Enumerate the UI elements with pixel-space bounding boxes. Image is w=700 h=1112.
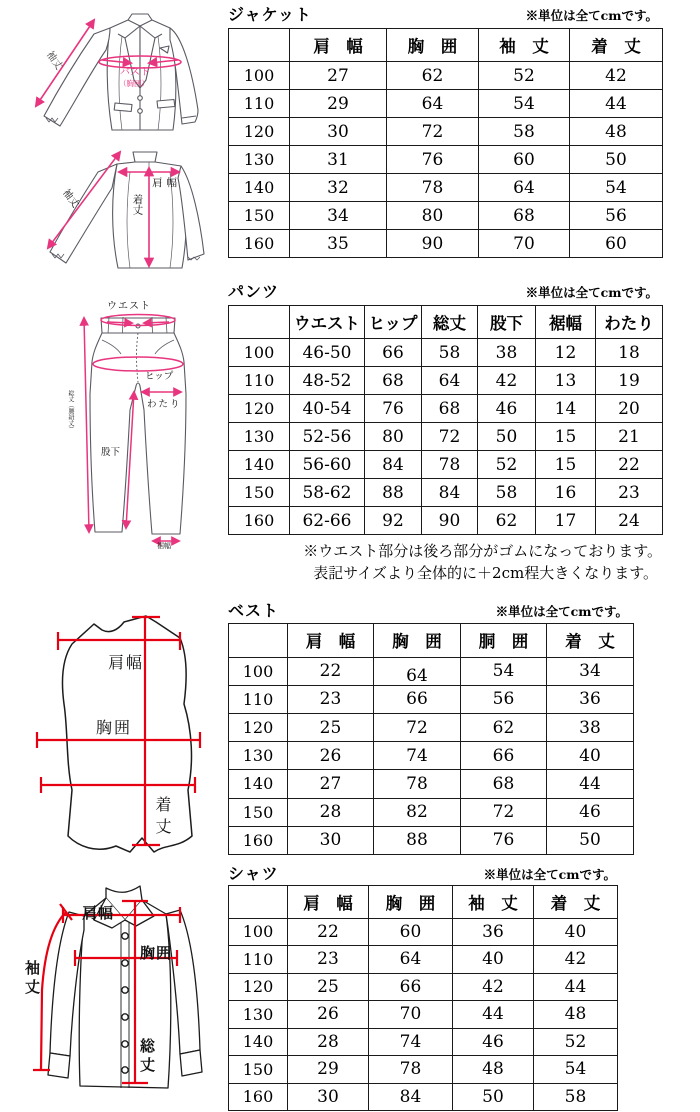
pants-illustration xyxy=(55,298,220,550)
value-cell: 40 xyxy=(547,742,634,770)
shirt-shoulder-label: 肩幅 xyxy=(82,904,115,922)
jacket-front-illustration xyxy=(30,6,220,138)
table-row xyxy=(229,202,663,230)
value-cell: 52 xyxy=(479,62,570,90)
value-cell: 23 xyxy=(288,946,369,973)
size-cell: 110 xyxy=(229,367,290,395)
value-cell: 19 xyxy=(596,367,663,395)
value-cell: 52-56 xyxy=(290,423,365,451)
pants-total-length-label: 総丈（腰紐丈） xyxy=(67,390,74,432)
value-cell: 48 xyxy=(453,1056,534,1083)
value-cell: 42 xyxy=(534,946,618,973)
value-cell: 14 xyxy=(536,395,596,423)
value-cell: 36 xyxy=(453,918,534,945)
column-header: 胸 囲 xyxy=(369,886,453,919)
value-cell: 62 xyxy=(461,713,547,741)
value-cell: 31 xyxy=(290,146,387,174)
jacket-back-drawing xyxy=(30,142,220,274)
table-row xyxy=(229,90,663,118)
jacket-back-illustration xyxy=(30,142,220,274)
column-header xyxy=(229,624,288,658)
value-cell: 24 xyxy=(596,507,663,535)
table-row xyxy=(229,367,663,395)
table-row xyxy=(229,62,663,90)
value-cell: 54 xyxy=(534,1056,618,1083)
size-cell: 150 xyxy=(229,202,290,230)
value-cell: 46 xyxy=(453,1028,534,1055)
value-cell: 52 xyxy=(478,451,536,479)
total-length-line xyxy=(84,318,89,532)
value-cell: 27 xyxy=(288,770,374,798)
column-header: ウエスト xyxy=(290,306,365,339)
jacket-section-title: ジャケット xyxy=(228,5,312,24)
table-row xyxy=(229,1056,618,1083)
value-cell: 68 xyxy=(422,395,478,423)
shirt-size-table xyxy=(228,885,618,1111)
value-cell: 40 xyxy=(534,918,618,945)
value-cell: 62 xyxy=(387,62,479,90)
value-cell: 42 xyxy=(453,973,534,1000)
column-header: 着 丈 xyxy=(547,624,634,658)
value-cell: 42 xyxy=(478,367,536,395)
value-cell: 23 xyxy=(288,685,374,713)
table-header-row xyxy=(229,624,634,658)
size-cell: 140 xyxy=(229,174,290,202)
value-cell: 25 xyxy=(288,973,369,1000)
column-header: わたり xyxy=(596,306,663,339)
value-cell: 50 xyxy=(547,826,634,854)
table-row xyxy=(229,973,618,1000)
column-header xyxy=(229,306,290,339)
size-cell: 120 xyxy=(229,973,288,1000)
value-cell: 44 xyxy=(453,1001,534,1028)
value-cell: 15 xyxy=(536,451,596,479)
pants-size-note: 表記サイズより全体的に＋2cm程大きくなります。 xyxy=(313,564,658,582)
jacket-back-sleeve-label: 袖丈 xyxy=(60,187,81,210)
value-cell: 46-50 xyxy=(290,339,365,367)
value-cell: 18 xyxy=(596,339,663,367)
value-cell: 92 xyxy=(365,507,422,535)
value-cell: 38 xyxy=(478,339,536,367)
value-cell: 36 xyxy=(547,685,634,713)
value-cell: 72 xyxy=(374,713,461,741)
value-cell: 12 xyxy=(536,339,596,367)
size-cell: 110 xyxy=(229,685,288,713)
value-cell: 28 xyxy=(288,798,374,826)
value-cell: 88 xyxy=(374,826,461,854)
value-cell: 68 xyxy=(365,367,422,395)
value-cell: 66 xyxy=(369,973,453,1000)
column-header: 着 丈 xyxy=(570,29,663,62)
table-row xyxy=(229,507,663,535)
value-cell: 84 xyxy=(369,1083,453,1110)
value-cell: 72 xyxy=(461,798,547,826)
value-cell: 46 xyxy=(547,798,634,826)
size-cell: 130 xyxy=(229,146,290,174)
value-cell: 60 xyxy=(479,146,570,174)
jacket-back-length-label: 着丈 xyxy=(131,194,144,215)
column-header: ヒップ xyxy=(365,306,422,339)
jacket-back-outline xyxy=(50,152,204,268)
column-header: 肩 幅 xyxy=(288,886,369,919)
value-cell: 21 xyxy=(596,423,663,451)
jacket-back-shoulder-label: 肩幅 xyxy=(152,177,181,189)
value-cell: 70 xyxy=(479,230,570,258)
value-cell: 30 xyxy=(288,1083,369,1110)
column-header: 袖 丈 xyxy=(453,886,534,919)
vest-illustration xyxy=(28,610,220,858)
jacket-front-bust-label: バスト xyxy=(120,67,150,78)
value-cell: 56 xyxy=(570,202,663,230)
value-cell: 22 xyxy=(288,918,369,945)
value-cell: 54 xyxy=(479,90,570,118)
shirt-sleeve-label: 袖丈 xyxy=(23,960,41,998)
value-cell: 58 xyxy=(478,479,536,507)
value-cell: 40 xyxy=(453,946,534,973)
table-row xyxy=(229,339,663,367)
value-cell: 66 xyxy=(374,685,461,713)
value-cell: 26 xyxy=(288,742,374,770)
value-cell: 42 xyxy=(570,62,663,90)
pants-drawing xyxy=(55,298,220,550)
vest-unit-note: ※単位は全てcmです。 xyxy=(495,604,628,619)
table-header-row xyxy=(229,29,663,62)
table-row xyxy=(229,798,634,826)
value-cell: 74 xyxy=(369,1028,453,1055)
column-header xyxy=(229,29,290,62)
value-cell: 88 xyxy=(365,479,422,507)
pants-inseam-label: 股下 xyxy=(101,447,121,458)
value-cell: 34 xyxy=(290,202,387,230)
value-cell: 29 xyxy=(290,90,387,118)
column-header: 胸 囲 xyxy=(387,29,479,62)
size-cell: 120 xyxy=(229,395,290,423)
vest-chest-label: 胸囲 xyxy=(96,718,133,737)
value-cell: 23 xyxy=(596,479,663,507)
value-cell: 58-62 xyxy=(290,479,365,507)
value-cell: 66 xyxy=(365,339,422,367)
shirt-illustration xyxy=(22,870,222,1112)
value-cell: 30 xyxy=(288,826,374,854)
table-header-row xyxy=(229,886,618,919)
value-cell: 25 xyxy=(288,713,374,741)
value-cell: 29 xyxy=(288,1056,369,1083)
value-cell: 15 xyxy=(536,423,596,451)
value-cell: 80 xyxy=(387,202,479,230)
value-cell: 64 xyxy=(387,90,479,118)
size-cell: 130 xyxy=(229,423,290,451)
pants-size-table xyxy=(228,305,663,535)
value-cell: 76 xyxy=(461,826,547,854)
jacket-size-table xyxy=(228,28,663,258)
value-cell: 84 xyxy=(365,451,422,479)
value-cell: 44 xyxy=(570,90,663,118)
jacket-front-bust-sub-label: （胸囲） xyxy=(119,79,149,88)
value-cell: 68 xyxy=(479,202,570,230)
value-cell: 48 xyxy=(534,1001,618,1028)
value-cell: 78 xyxy=(422,451,478,479)
value-cell: 35 xyxy=(290,230,387,258)
size-cell: 100 xyxy=(229,918,288,945)
pants-thigh-label: わたり xyxy=(147,399,182,410)
value-cell: 56 xyxy=(461,685,547,713)
value-cell: 27 xyxy=(290,62,387,90)
size-cell: 150 xyxy=(229,798,288,826)
table-header-row xyxy=(229,306,663,339)
size-cell: 140 xyxy=(229,1028,288,1055)
pants-section-title: パンツ xyxy=(228,282,280,301)
size-cell: 130 xyxy=(229,1001,288,1028)
value-cell: 74 xyxy=(374,742,461,770)
pants-hem-label: 裾幅 xyxy=(157,542,171,550)
size-cell: 140 xyxy=(229,770,288,798)
value-cell: 72 xyxy=(422,423,478,451)
value-cell: 28 xyxy=(288,1028,369,1055)
pants-unit-note: ※単位は全てcmです。 xyxy=(525,285,658,300)
vest-size-table xyxy=(228,623,634,855)
shirt-total-length-label: 総丈 xyxy=(138,1038,156,1076)
value-cell: 58 xyxy=(479,118,570,146)
value-cell: 16 xyxy=(536,479,596,507)
value-cell: 58 xyxy=(422,339,478,367)
value-cell: 62 xyxy=(478,507,536,535)
value-cell: 66 xyxy=(461,742,547,770)
value-cell: 82 xyxy=(374,798,461,826)
value-cell: 78 xyxy=(387,174,479,202)
table-row xyxy=(229,946,618,973)
table-row xyxy=(229,230,663,258)
size-cell: 140 xyxy=(229,451,290,479)
size-cell: 130 xyxy=(229,742,288,770)
table-row xyxy=(229,826,634,854)
value-cell: 30 xyxy=(290,118,387,146)
value-cell: 46 xyxy=(478,395,536,423)
value-cell: 50 xyxy=(570,146,663,174)
value-cell: 26 xyxy=(288,1001,369,1028)
value-cell: 64 xyxy=(374,657,461,685)
size-cell: 160 xyxy=(229,507,290,535)
column-header: 袖 丈 xyxy=(479,29,570,62)
table-row xyxy=(229,713,634,741)
value-cell: 56-60 xyxy=(290,451,365,479)
shirt-section-title: シャツ xyxy=(228,864,279,883)
column-header: 裾幅 xyxy=(536,306,596,339)
size-cell: 100 xyxy=(229,62,290,90)
value-cell: 78 xyxy=(369,1056,453,1083)
value-cell: 13 xyxy=(536,367,596,395)
column-header: 股下 xyxy=(478,306,536,339)
table-row xyxy=(229,1028,618,1055)
value-cell: 54 xyxy=(570,174,663,202)
size-cell: 150 xyxy=(229,479,290,507)
size-cell: 160 xyxy=(229,826,288,854)
table-row xyxy=(229,118,663,146)
table-row xyxy=(229,657,634,685)
pants-waist-label: ウエスト xyxy=(107,301,151,312)
value-cell: 64 xyxy=(479,174,570,202)
value-cell: 40-54 xyxy=(290,395,365,423)
shirt-chest-label: 胸囲 xyxy=(140,944,173,962)
table-row xyxy=(229,423,663,451)
value-cell: 78 xyxy=(374,770,461,798)
column-header xyxy=(229,886,288,919)
pants-waist-note: ※ウエスト部分は後ろ部分がゴムになっております。 xyxy=(303,542,662,560)
size-cell: 120 xyxy=(229,118,290,146)
value-cell: 58 xyxy=(534,1083,618,1110)
value-cell: 64 xyxy=(369,946,453,973)
value-cell: 80 xyxy=(365,423,422,451)
vest-shoulder-label: 肩幅 xyxy=(108,653,145,672)
size-cell: 150 xyxy=(229,1056,288,1083)
table-row xyxy=(229,742,634,770)
vest-length-label: 着丈 xyxy=(153,796,172,840)
table-row xyxy=(229,174,663,202)
table-row xyxy=(229,395,663,423)
value-cell: 60 xyxy=(570,230,663,258)
table-row xyxy=(229,451,663,479)
value-cell: 64 xyxy=(422,367,478,395)
column-header: 肩 幅 xyxy=(290,29,387,62)
value-cell: 48 xyxy=(570,118,663,146)
table-row xyxy=(229,770,634,798)
value-cell: 54 xyxy=(461,657,547,685)
size-cell: 160 xyxy=(229,1083,288,1110)
value-cell: 72 xyxy=(387,118,479,146)
value-cell: 50 xyxy=(478,423,536,451)
size-cell: 110 xyxy=(229,946,288,973)
column-header: 総丈 xyxy=(422,306,478,339)
value-cell: 62-66 xyxy=(290,507,365,535)
column-header: 胴 囲 xyxy=(461,624,547,658)
value-cell: 22 xyxy=(596,451,663,479)
jacket-unit-note: ※単位は全てcmです。 xyxy=(525,8,658,23)
value-cell: 20 xyxy=(596,395,663,423)
size-cell: 120 xyxy=(229,713,288,741)
vest-section-title: ベスト xyxy=(228,601,280,620)
pants-outline xyxy=(90,317,186,534)
size-cell: 100 xyxy=(229,657,288,685)
column-header: 着 丈 xyxy=(534,886,618,919)
table-row xyxy=(229,918,618,945)
table-row xyxy=(229,1001,618,1028)
table-row xyxy=(229,146,663,174)
value-cell: 48-52 xyxy=(290,367,365,395)
shirt-unit-note: ※単位は全てcmです。 xyxy=(483,867,616,882)
shirt-drawing xyxy=(22,870,222,1112)
value-cell: 44 xyxy=(547,770,634,798)
value-cell: 76 xyxy=(387,146,479,174)
value-cell: 90 xyxy=(422,507,478,535)
size-cell: 100 xyxy=(229,339,290,367)
value-cell: 22 xyxy=(288,657,374,685)
size-cell: 110 xyxy=(229,90,290,118)
pants-hip-label: ヒップ xyxy=(145,371,174,382)
value-cell: 32 xyxy=(290,174,387,202)
value-cell: 17 xyxy=(536,507,596,535)
size-cell: 160 xyxy=(229,230,290,258)
jacket-front-sleeve-label: 袖丈 xyxy=(43,49,65,73)
value-cell: 68 xyxy=(461,770,547,798)
table-row xyxy=(229,479,663,507)
table-row xyxy=(229,685,634,713)
value-cell: 76 xyxy=(365,395,422,423)
value-cell: 38 xyxy=(547,713,634,741)
value-cell: 50 xyxy=(453,1083,534,1110)
column-header: 肩 幅 xyxy=(288,624,374,658)
value-cell: 52 xyxy=(534,1028,618,1055)
value-cell: 34 xyxy=(547,657,634,685)
value-cell: 44 xyxy=(534,973,618,1000)
value-cell: 70 xyxy=(369,1001,453,1028)
value-cell: 60 xyxy=(369,918,453,945)
table-row xyxy=(229,1083,618,1110)
value-cell: 84 xyxy=(422,479,478,507)
column-header: 胸 囲 xyxy=(374,624,461,658)
value-cell: 90 xyxy=(387,230,479,258)
